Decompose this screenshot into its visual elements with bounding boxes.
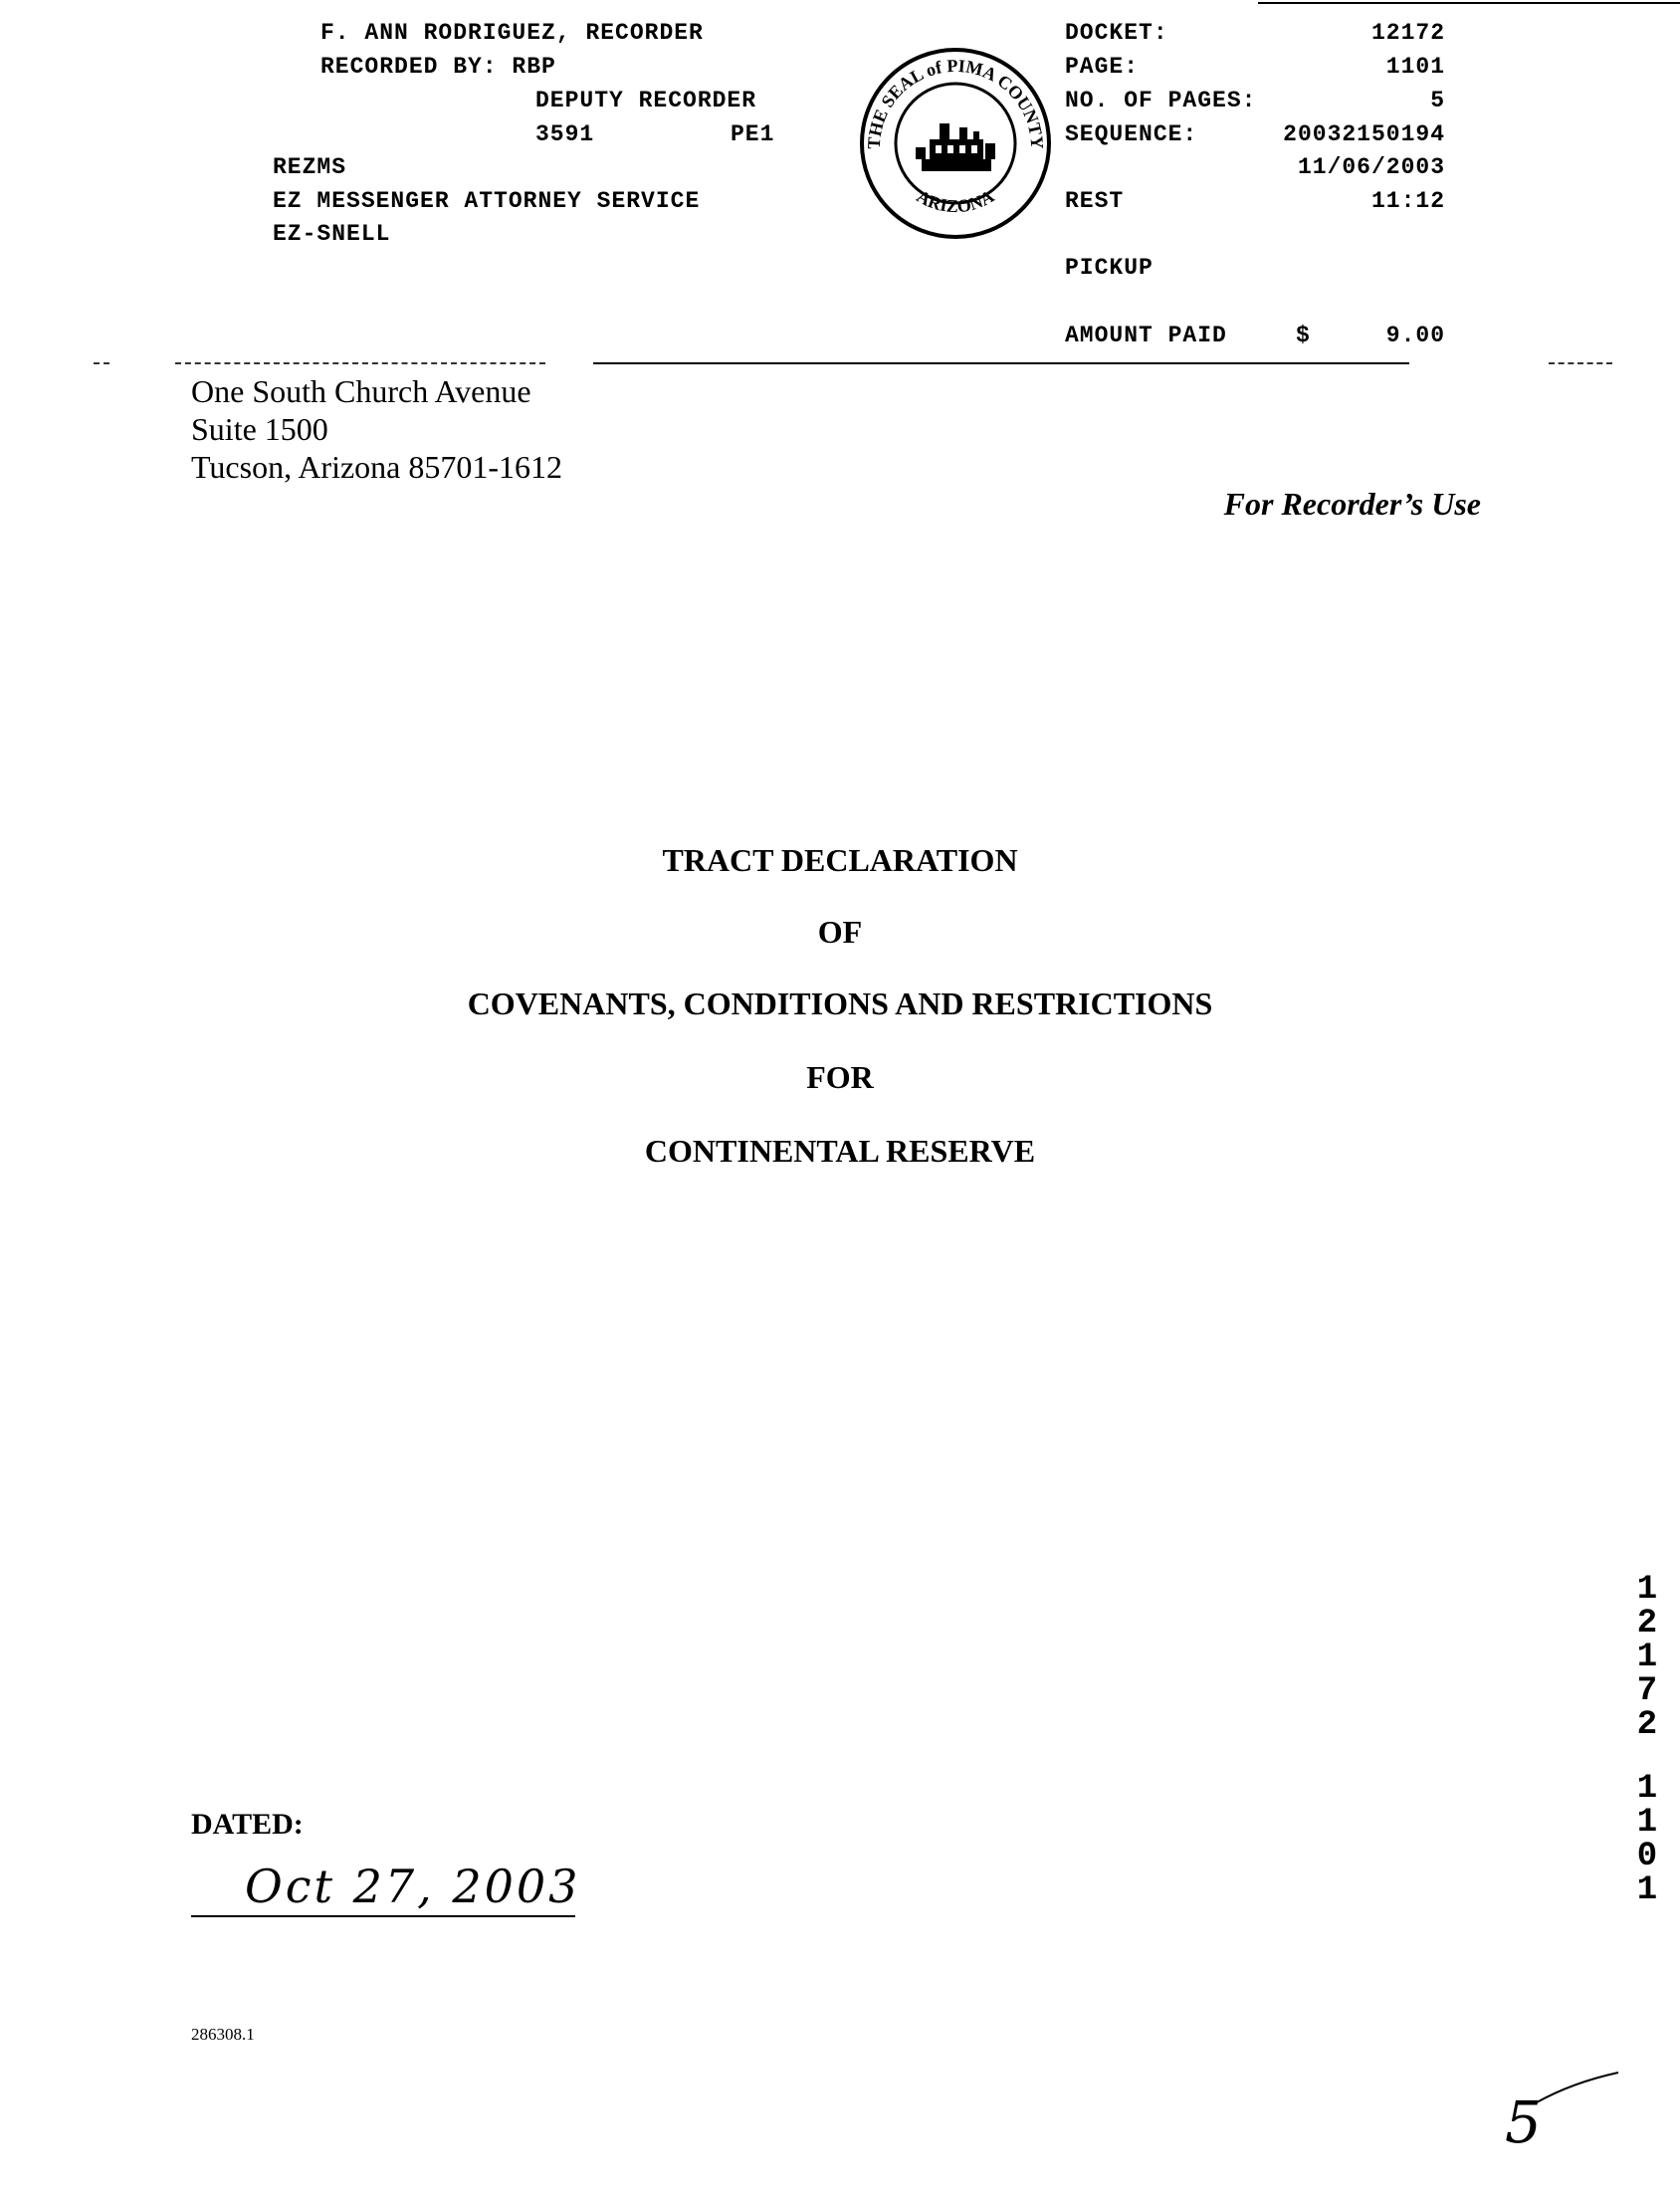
address-line-1: One South Church Avenue bbox=[191, 373, 531, 409]
date-underline bbox=[191, 1915, 575, 1917]
svg-text:THE SEAL of PIMA COUNTY bbox=[864, 56, 1047, 149]
margin-page-digit: 0 bbox=[1636, 1838, 1658, 1875]
separator-dashes bbox=[175, 362, 545, 364]
top-right-rule bbox=[1258, 2, 1680, 4]
recorded-by: RECORDED BY: RBP bbox=[320, 54, 556, 80]
recorder-code-b: PE1 bbox=[731, 121, 775, 147]
margin-docket-digit: 1 bbox=[1636, 1639, 1658, 1676]
separator-dash-left bbox=[94, 362, 109, 364]
title-line-4: FOR bbox=[806, 1059, 874, 1095]
separator-dash-right bbox=[1549, 362, 1612, 364]
amount-label: AMOUNT PAID bbox=[1065, 323, 1227, 348]
contact-name: EZ-SNELL bbox=[273, 221, 391, 247]
pickup-label: PICKUP bbox=[1065, 255, 1154, 281]
handwritten-page-count: 5 bbox=[1505, 2088, 1542, 2156]
dated-label: DATED: bbox=[191, 1808, 304, 1841]
recorders-use-label: For Recorder’s Use bbox=[1223, 486, 1481, 522]
seal-icon bbox=[856, 44, 1055, 243]
page-value: 1101 bbox=[1385, 54, 1445, 80]
docket-label: DOCKET: bbox=[1065, 20, 1168, 46]
address-line-2: Suite 1500 bbox=[191, 411, 328, 447]
pages-label: NO. OF PAGES: bbox=[1065, 88, 1257, 113]
title-line-2: OF bbox=[817, 914, 863, 950]
deputy-recorder: DEPUTY RECORDER bbox=[535, 88, 757, 113]
recording-date: 11/06/2003 bbox=[1297, 154, 1445, 180]
margin-docket-digit: 7 bbox=[1636, 1672, 1658, 1710]
recorder-name: F. ANN RODRIGUEZ, RECORDER bbox=[320, 20, 704, 46]
title-line-5: CONTINENTAL RESERVE bbox=[644, 1133, 1036, 1169]
margin-page-digit: 1 bbox=[1636, 1871, 1658, 1909]
pen-stroke-icon bbox=[1533, 2069, 1622, 2108]
address-line-3: Tucson, Arizona 85701-1612 bbox=[191, 449, 563, 485]
margin-docket-digit: 1 bbox=[1636, 1571, 1658, 1609]
margin-docket-digit: 2 bbox=[1636, 1605, 1658, 1643]
rest-time: 11:12 bbox=[1370, 188, 1445, 214]
page-label: PAGE: bbox=[1065, 54, 1140, 80]
rest-label: REST bbox=[1065, 188, 1125, 214]
address-block bbox=[191, 372, 562, 486]
docket-value: 12172 bbox=[1370, 20, 1445, 46]
county-seal bbox=[856, 44, 1055, 243]
sequence-label: SEQUENCE: bbox=[1065, 121, 1198, 147]
margin-page-digit: 1 bbox=[1636, 1804, 1658, 1842]
messenger-service: EZ MESSENGER ATTORNEY SERVICE bbox=[273, 188, 701, 214]
amount-currency: $ bbox=[1296, 323, 1311, 348]
separator-rule bbox=[593, 362, 1409, 364]
svg-text:ARIZONA bbox=[914, 186, 997, 217]
account-code: REZMS bbox=[273, 154, 347, 180]
pages-value: 5 bbox=[1430, 88, 1445, 113]
recorder-code-a: 3591 bbox=[535, 121, 595, 147]
margin-page-digit: 1 bbox=[1636, 1770, 1658, 1808]
seal-text-top: THE SEAL of PIMA COUNTY bbox=[863, 55, 1048, 150]
handwritten-date: Oct 27, 2003 bbox=[245, 1860, 581, 1913]
title-line-1: TRACT DECLARATION bbox=[662, 842, 1018, 878]
title-line-3: COVENANTS, CONDITIONS AND RESTRICTIONS bbox=[467, 986, 1213, 1021]
sequence-value: 20032150194 bbox=[1283, 121, 1445, 147]
amount-value: 9.00 bbox=[1385, 323, 1445, 348]
margin-docket-digit: 2 bbox=[1636, 1706, 1658, 1744]
seal-text-bottom: ARIZONA bbox=[913, 185, 998, 217]
doc-number: 286308.1 bbox=[191, 2025, 255, 2044]
